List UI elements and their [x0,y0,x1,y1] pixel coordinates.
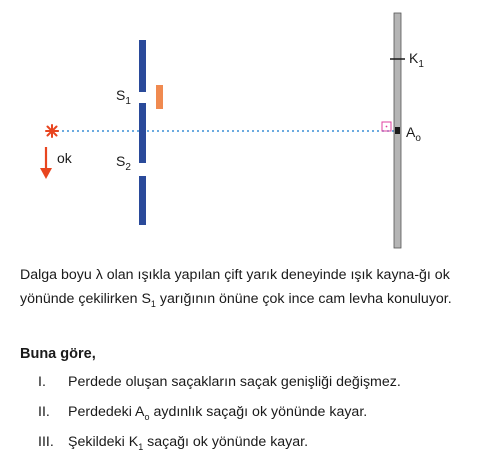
slit-s1-label: $S_1$ [116,87,131,107]
down-arrow-icon [40,147,52,179]
glass-plate [156,85,163,109]
problem-statement: Dalga boyu λ olan ışıkla yapılan çift yarık deneyinde ışık kayna-ğı ok yönünde çekilirken $S_1$ yarığının önüne çok ince cam levha konuluyor. [20,267,452,309]
slit-plate-middle [139,103,146,163]
slit-s2-label: $S_2$ [116,153,131,173]
right-angle-mark [382,122,391,131]
option-ii: II. Perdedeki $A_o$ aydınlık saçağı ok yönünde kayar. [38,404,368,422]
slit-plate-bottom [139,176,146,225]
direction-label: ok [57,150,72,166]
light-source-icon [46,125,58,137]
fringe-a0-point [395,127,400,134]
slit-plate-top [139,40,146,92]
fringe-a0-label: $A_o$ [406,124,421,144]
option-i: I. Perdede oluşan saçakların saçak genişliği değişmez. [38,374,401,390]
fringe-k1-label: $K_1$ [409,50,424,70]
option-iii: III. Şekildeki $K_1$ saçağı ok yönünde kayar. [38,434,309,452]
question-heading: Buna göre, [20,346,96,362]
